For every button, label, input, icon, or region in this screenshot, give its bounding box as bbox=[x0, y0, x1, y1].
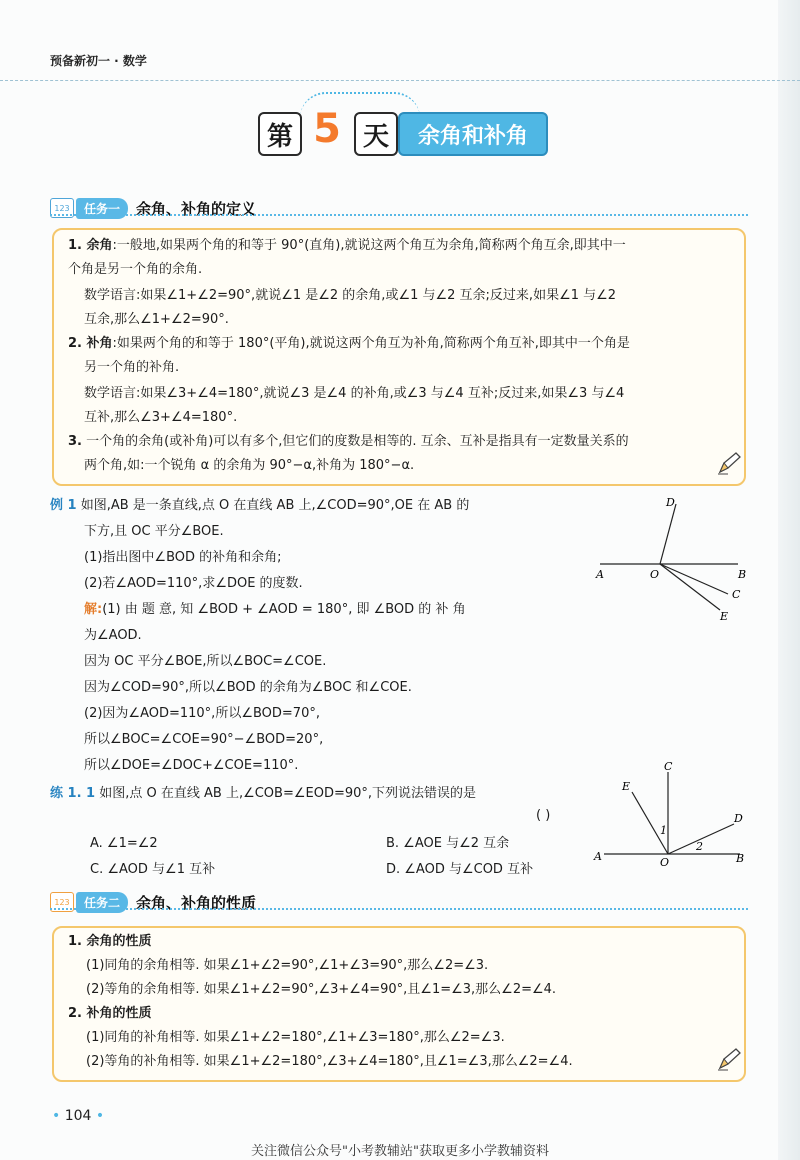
example1-line-2: 下方,且 OC 平分∠BOE. bbox=[84, 524, 224, 539]
task2-title: 余角、补角的性质 bbox=[136, 893, 257, 912]
def-line-2: 个角是另一个角的余角. bbox=[68, 262, 203, 277]
task2-icon: 123 bbox=[50, 892, 74, 912]
property-sec1-title: 1. 余角的性质 bbox=[68, 934, 152, 949]
fig1-label-e: E bbox=[720, 610, 729, 623]
example1-line-1: 例 1 如图,AB 是一条直线,点 O 在直线 AB 上,∠COD=90°,OE 在 AB 的 bbox=[50, 498, 470, 513]
property-sec2-title: 2. 补角的性质 bbox=[68, 1006, 152, 1021]
solution-line-2: 为∠AOD. bbox=[84, 628, 142, 643]
fig2-angle-1: 1 bbox=[660, 824, 667, 837]
task1-header bbox=[50, 196, 256, 220]
property-sec2-line1: (1)同角的补角相等. 如果∠1+∠2=180°,∠1+∠3=180°,那么∠2=∠3. bbox=[86, 1030, 505, 1045]
solution-line-6: 所以∠BOC=∠COE=90°−∠BOD=20°, bbox=[84, 732, 324, 747]
fig1-label-d: D bbox=[666, 496, 675, 509]
fig1-label-c: C bbox=[732, 588, 741, 601]
day-banner bbox=[258, 108, 544, 154]
fig2-label-b: B bbox=[736, 852, 745, 865]
option-c: C. ∠AOD 与∠1 互补 bbox=[90, 862, 216, 877]
wechat-footer: 关注微信公众号"小考教辅站"获取更多小学教辅资料 bbox=[251, 1144, 549, 1159]
task1-icon: 123 bbox=[50, 198, 74, 218]
book-tag: 预备新初一 · 数学 bbox=[50, 54, 147, 68]
page-edge bbox=[778, 0, 800, 1160]
pencil-icon-2 bbox=[716, 1046, 742, 1072]
banner-topic: 余角和补角 bbox=[398, 112, 548, 156]
example1-line-4: (2)若∠AOD=110°,求∠DOE 的度数. bbox=[84, 576, 303, 591]
banner-di: 第 bbox=[258, 112, 302, 156]
fig1-label-a: A bbox=[596, 568, 604, 581]
def-line-4: 互余,那么∠1+∠2=90°. bbox=[84, 312, 229, 327]
page-number: • 104 • bbox=[52, 1108, 105, 1124]
fig2-label-o: O bbox=[660, 856, 670, 868]
practice-figure bbox=[590, 758, 760, 868]
practice-question: 练 1. 1 如图,点 O 在直线 AB 上,∠COB=∠EOD=90°,下列说法错误的是 bbox=[50, 786, 477, 801]
solution-line-7: 所以∠DOE=∠DOC+∠COE=110°. bbox=[84, 758, 299, 773]
fig2-label-d: D bbox=[734, 812, 743, 825]
answer-bracket: ( ) bbox=[536, 808, 551, 823]
example1-line-3: (1)指出图中∠BOD 的补角和余角; bbox=[84, 550, 282, 565]
fig2-label-e: E bbox=[622, 780, 631, 793]
fig2-label-c: C bbox=[664, 760, 673, 773]
solution-line-3: 因为 OC 平分∠BOE,所以∠BOC=∠COE. bbox=[84, 654, 327, 669]
def-line-3: 数学语言:如果∠1+∠2=90°,就说∠1 是∠2 的余角,或∠1 与∠2 互余;反过来,如果∠1 与∠2 bbox=[84, 288, 617, 303]
fig2-label-a: A bbox=[594, 850, 602, 863]
def-line-10: 两个角,如:一个锐角 α 的余角为 90°−α,补角为 180°−α. bbox=[84, 458, 415, 473]
def-line-6: 另一个角的补角. bbox=[84, 360, 180, 375]
def-line-7: 数学语言:如果∠3+∠4=180°,就说∠3 是∠4 的补角,或∠3 与∠4 互补;反过来,如果∠3 与∠4 bbox=[84, 386, 625, 401]
property-sec2-line2: (2)等角的补角相等. 如果∠1+∠2=180°,∠3+∠4=180°,且∠1=∠3,那么∠2=∠4. bbox=[86, 1054, 573, 1069]
task1-pill: 任务一 bbox=[76, 198, 128, 219]
task2-divider bbox=[50, 908, 748, 910]
fig1-label-o: O bbox=[650, 568, 660, 581]
task2-pill: 任务二 bbox=[76, 892, 128, 913]
def-line-1: 1. 余角:一般地,如果两个角的和等于 90°(直角),就说这两个角互为余角,简称两个角互余,即其中一 bbox=[68, 238, 626, 253]
def-line-8: 互补,那么∠3+∠4=180°. bbox=[84, 410, 238, 425]
property-sec1-line1: (1)同角的余角相等. 如果∠1+∠2=90°,∠1+∠3=90°,那么∠2=∠3. bbox=[86, 958, 489, 973]
solution-line-4: 因为∠COD=90°,所以∠BOD 的余角为∠BOC 和∠COE. bbox=[84, 680, 412, 695]
def-line-5: 2. 补角:如果两个角的和等于 180°(平角),就说这两个角互为补角,简称两个角互补,即其中一个角是 bbox=[68, 336, 630, 351]
def-line-9: 3. 一个角的余角(或补角)可以有多个,但它们的度数是相等的. 互余、互补是指具有一定数量关系的 bbox=[68, 434, 629, 449]
task1-title: 余角、补角的定义 bbox=[136, 199, 257, 218]
task2-header bbox=[50, 890, 256, 914]
fig1-label-b: B bbox=[738, 568, 747, 581]
header-rule bbox=[0, 80, 800, 81]
solution-line-5: (2)因为∠AOD=110°,所以∠BOD=70°, bbox=[84, 706, 320, 721]
pencil-icon bbox=[716, 450, 742, 476]
fig2-angle-2: 2 bbox=[696, 840, 703, 853]
banner-day-number: 5 bbox=[313, 106, 341, 152]
solution-line-1: 解:(1) 由 题 意, 知 ∠BOD + ∠AOD = 180°, 即 ∠BOD 的 补 角 bbox=[84, 602, 466, 617]
property-sec1-line2: (2)等角的余角相等. 如果∠1+∠2=90°,∠3+∠4=90°,且∠1=∠3,那么∠2=∠4. bbox=[86, 982, 557, 997]
example1-figure bbox=[590, 494, 760, 634]
option-b: B. ∠AOE 与∠2 互余 bbox=[386, 836, 510, 851]
task1-divider bbox=[50, 214, 748, 216]
banner-tian: 天 bbox=[354, 112, 398, 156]
option-a: A. ∠1=∠2 bbox=[90, 836, 158, 851]
option-d: D. ∠AOD 与∠COD 互补 bbox=[386, 862, 534, 877]
